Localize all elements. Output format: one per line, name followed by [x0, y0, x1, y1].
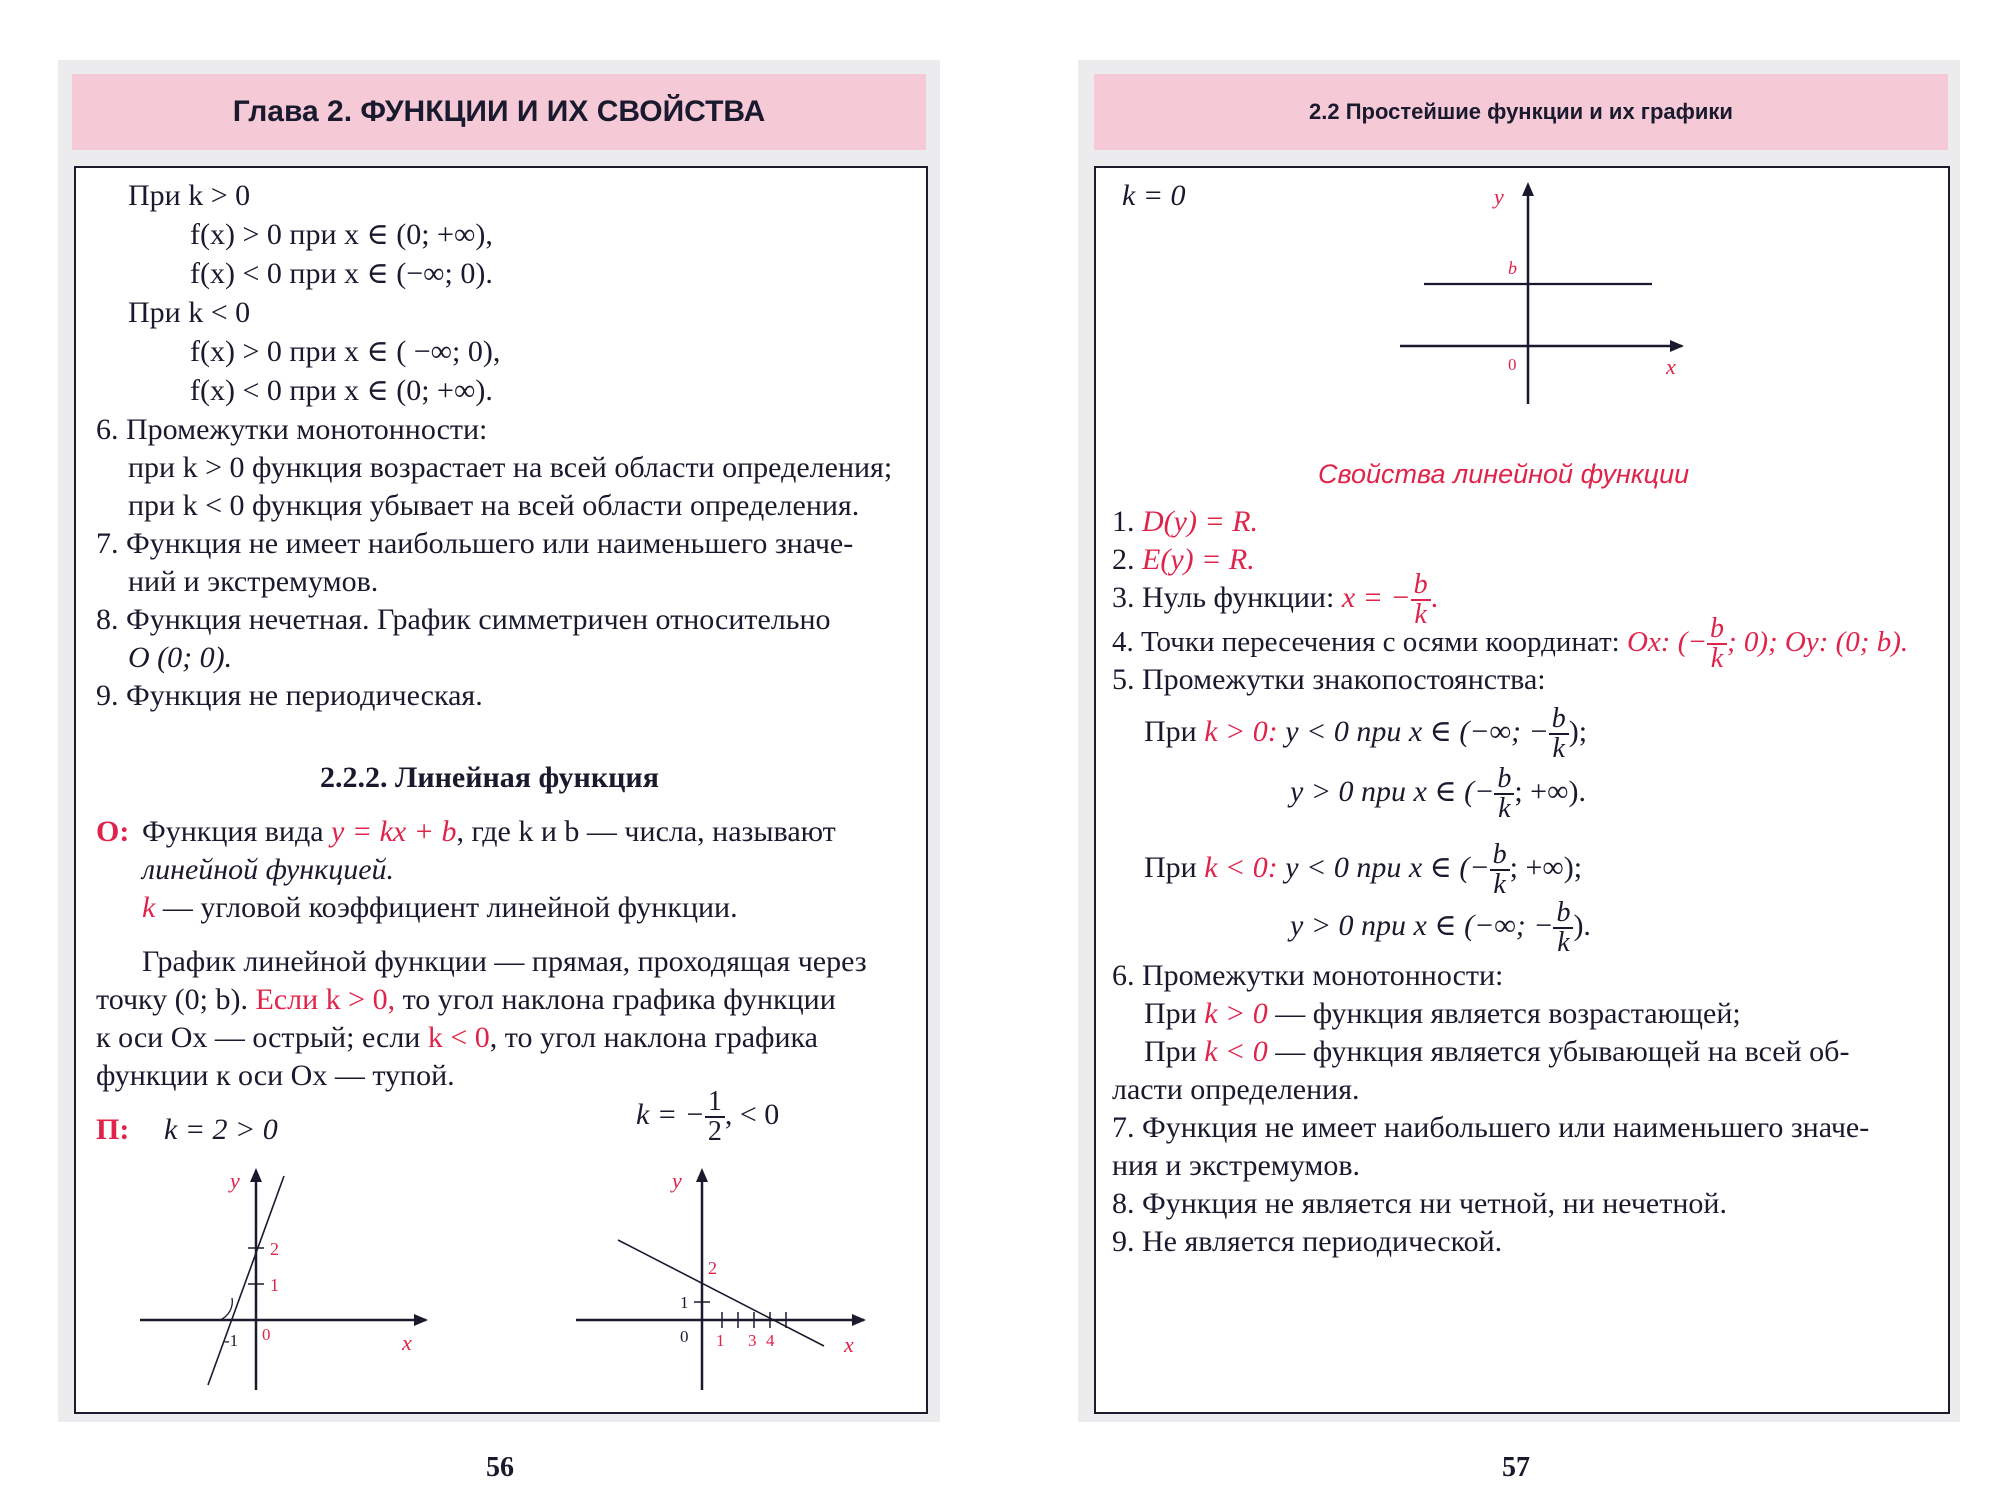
- definition-line-1: [142, 814, 836, 850]
- pos-label: При: [1144, 715, 1197, 748]
- property-8: 8. Функция не является ни четной, ни нечетной.: [1112, 1187, 1727, 1220]
- neg-k: k < 0:: [1204, 851, 1278, 884]
- graph-2-origin: 0: [680, 1327, 689, 1346]
- example-2-fraction: [705, 1088, 725, 1146]
- paragraph-3-red: k < 0: [420, 1021, 490, 1054]
- left-page-number: 56: [486, 1452, 514, 1483]
- paragraph-line-1: График линейной функции — прямая, проходящая через: [142, 945, 867, 978]
- neg-2-fraction: [1553, 899, 1573, 957]
- sign-pos-line-2: f(x) < 0 при x ∈ (−∞; 0).: [190, 257, 493, 290]
- item-7-line-a: 7. Функция не имеет наибольшего или наименьшего значе-: [96, 527, 854, 560]
- p6-a-pre: При: [1144, 997, 1197, 1030]
- p6-b-pre: При: [1144, 1035, 1197, 1068]
- property-5: 5. Промежутки знакопостоянства:: [1112, 663, 1546, 696]
- neg-2-end: ).: [1573, 909, 1591, 942]
- graph-2-tick-label-x1: 1: [716, 1331, 725, 1350]
- property-7-a: 7. Функция не имеет наибольшего или наименьшего значе-: [1112, 1111, 1870, 1144]
- right-section-title: 2.2 Простейшие функции и их графики: [1309, 99, 1733, 124]
- neg-label: При: [1144, 851, 1197, 884]
- property-5-neg-1: [1144, 840, 1582, 899]
- property-3: 3. Нуль функции: x = − $\frac{b}{k}$ .: [1112, 569, 1439, 631]
- property-3-formula: x = −: [1341, 581, 1411, 614]
- fraction-den: k: [1552, 733, 1565, 765]
- item-8-line-a: 8. Функция нечетная. График симметричен относительно: [96, 603, 831, 636]
- p6-a-k: k > 0: [1204, 997, 1268, 1030]
- definition-k: k: [142, 891, 156, 924]
- property-6-c: ласти определения.: [1112, 1073, 1360, 1106]
- graph-1-tick-label-2: 2: [270, 1239, 279, 1259]
- right-section-header: [1094, 74, 1948, 150]
- property-7-b: ния и экстремумов.: [1112, 1149, 1361, 1182]
- graph-1-angle-arc: [220, 1298, 232, 1320]
- definition-k-text: — угловой коэффициент линейной функции.: [155, 891, 738, 924]
- graph-1-x-arrow: [414, 1314, 428, 1326]
- pos-1-text: y < 0 при x ∈ (−∞; −: [1285, 715, 1549, 748]
- property-9: 9. Не является периодической.: [1112, 1225, 1503, 1258]
- paragraph-2-red: Если k > 0,: [248, 983, 396, 1016]
- graph-2-x-arrow: [852, 1314, 866, 1326]
- pos-2-text: y > 0 при x ∈ (−: [1290, 775, 1495, 808]
- graph-2-tick-label-y1: 1: [680, 1293, 689, 1312]
- sign-neg-line-1: f(x) > 0 при x ∈ ( −∞; 0),: [190, 335, 501, 368]
- item-9: 9. Функция не периодическая.: [96, 679, 483, 712]
- const-graph-x-label: x: [1666, 354, 1676, 379]
- item-6-line-b: при k < 0 функция убывает на всей области определения.: [128, 489, 860, 522]
- properties-title-text: Свойства линейной функции: [1318, 459, 1690, 489]
- property-1: [1112, 504, 1258, 540]
- example-graph-2: [572, 1160, 872, 1400]
- constant-function-graph: [1390, 178, 1700, 418]
- graph-2-y-label: y: [672, 1168, 682, 1193]
- pos-k: k > 0:: [1204, 715, 1278, 748]
- definition-text-a: Функция вида: [142, 815, 324, 848]
- property-1-num: 1.: [1112, 505, 1135, 538]
- section-title: 2.2.2. Линейная функция: [320, 761, 659, 794]
- paragraph-line-2: [96, 982, 836, 1018]
- paragraph-3-b: , то угол наклона графика: [489, 1021, 818, 1054]
- item-7-line-b: ний и экстремумов.: [128, 565, 379, 598]
- example-2-k: k = −: [636, 1097, 705, 1131]
- property-3-text: 3. Нуль функции:: [1112, 581, 1335, 614]
- property-4-ox: Ox: (−: [1626, 626, 1707, 658]
- fraction-num: b: [1549, 705, 1569, 735]
- property-6-b: [1144, 1034, 1849, 1070]
- example-2-tail: , < 0: [724, 1097, 780, 1131]
- fraction-den: k: [1493, 869, 1506, 901]
- property-2-num: 2.: [1112, 543, 1135, 576]
- example-2-den: 2: [707, 1116, 722, 1147]
- graph-1-tick-label-1: 1: [270, 1275, 279, 1295]
- sign-neg-line-2: f(x) < 0 при x ∈ (0; +∞).: [190, 374, 493, 407]
- graph-1-y-label: y: [230, 1168, 240, 1193]
- neg-2-text: y > 0 при x ∈ (−∞; −: [1290, 909, 1554, 942]
- fraction-den: k: [1498, 793, 1511, 825]
- example-1-condition: k = 2 > 0: [164, 1113, 278, 1146]
- p6-b-k: k < 0: [1204, 1035, 1268, 1068]
- k-zero-label: k = 0: [1122, 179, 1186, 212]
- const-graph-y-label: y: [1494, 184, 1504, 209]
- graph-1-tick-label-m1: -1: [224, 1331, 239, 1350]
- property-1-formula: D(y) = R.: [1142, 505, 1259, 538]
- graph-1-origin: 0: [262, 1325, 271, 1344]
- p6-a-text: — функция является возрастающей;: [1267, 997, 1741, 1030]
- example-2-condition: [636, 1088, 779, 1146]
- const-graph-b-label: b: [1508, 258, 1517, 278]
- property-4-tail: ; 0); Oy: (0; b).: [1726, 626, 1909, 658]
- definition-line-3: [142, 890, 738, 926]
- item-6-line-a: при k > 0 функция возрастает на всей области определения;: [128, 451, 893, 484]
- graph-1-x-label: x: [402, 1330, 412, 1355]
- fraction-num: b: [1490, 841, 1510, 871]
- paragraph-2-a: точку (0; b).: [96, 983, 248, 1016]
- pos-1-end: );: [1568, 715, 1588, 748]
- paragraph-2-b: то угол наклона графика функции: [395, 983, 836, 1016]
- paragraph-line-4: функции к оси Ox — тупой.: [96, 1059, 455, 1092]
- p6-b-text: — функция является убывающей на всей об-: [1267, 1035, 1850, 1068]
- neg-1-fraction: [1490, 841, 1510, 899]
- left-chapter-title: Глава 2. ФУНКЦИИ И ИХ СВОЙСТВА: [232, 95, 766, 128]
- graph-2-y-arrow: [696, 1168, 708, 1182]
- pos-2-end: ; +∞).: [1514, 775, 1586, 808]
- neg-1-end: ; +∞);: [1509, 851, 1583, 884]
- fraction-num: b: [1494, 765, 1514, 795]
- definition-line-2: линейной функцией.: [142, 853, 395, 886]
- fraction-den: k: [1557, 927, 1570, 959]
- sign-pos-title: При k > 0: [128, 179, 251, 212]
- example-label: П:: [96, 1113, 130, 1146]
- item-8-line-b: O (0; 0).: [128, 641, 233, 674]
- property-5-pos-2: [1290, 764, 1586, 823]
- sign-pos-line-1: f(x) > 0 при x ∈ (0; +∞),: [190, 218, 493, 251]
- properties-title: [1318, 456, 1689, 492]
- graph-2-x-label: x: [844, 1332, 854, 1357]
- paragraph-line-3: [96, 1020, 818, 1056]
- graph-2-tick-label-x4: 4: [766, 1331, 775, 1350]
- graph-2-tick-label-2: 2: [708, 1258, 717, 1278]
- paragraph-3-a: к оси Ox — острый; если: [96, 1021, 421, 1054]
- fraction-num: b: [1411, 571, 1431, 601]
- pos-1-fraction: [1549, 705, 1569, 763]
- right-page-number: 57: [1502, 1452, 1530, 1483]
- graph-2-tick-label-x3: 3: [748, 1331, 757, 1350]
- neg-1-text: y < 0 при x ∈ (−: [1285, 851, 1490, 884]
- left-chapter-header: [72, 74, 926, 150]
- const-graph-origin: 0: [1508, 355, 1517, 374]
- const-graph-x-arrow: [1670, 340, 1684, 352]
- example-2-num: 1: [705, 1088, 725, 1118]
- property-5-neg-2: [1290, 898, 1591, 957]
- graph-1-y-arrow: [250, 1168, 262, 1182]
- fraction-num: b: [1553, 899, 1573, 929]
- item-6-title: 6. Промежутки монотонности:: [96, 413, 488, 446]
- fraction-den: k: [1414, 599, 1427, 631]
- property-4-text: 4. Точки пересечения с осями координат:: [1112, 626, 1620, 658]
- property-5-pos-1: [1144, 704, 1587, 763]
- const-graph-y-arrow: [1522, 182, 1534, 196]
- pos-2-fraction: [1494, 765, 1514, 823]
- definition-label: О:: [96, 815, 130, 848]
- definition-formula: y = kx + b: [331, 815, 457, 848]
- property-6: 6. Промежутки монотонности:: [1112, 959, 1504, 992]
- fraction-num: b: [1707, 615, 1727, 645]
- property-4-fraction: [1707, 615, 1727, 673]
- fraction-den: k: [1710, 643, 1724, 675]
- example-graph-1: [136, 1160, 436, 1400]
- sign-neg-title: При k < 0: [128, 296, 251, 329]
- property-6-a: [1144, 996, 1741, 1032]
- definition-text-b: , где k и b — числа, называют: [456, 815, 836, 848]
- property-2-formula: E(y) = R.: [1142, 543, 1255, 576]
